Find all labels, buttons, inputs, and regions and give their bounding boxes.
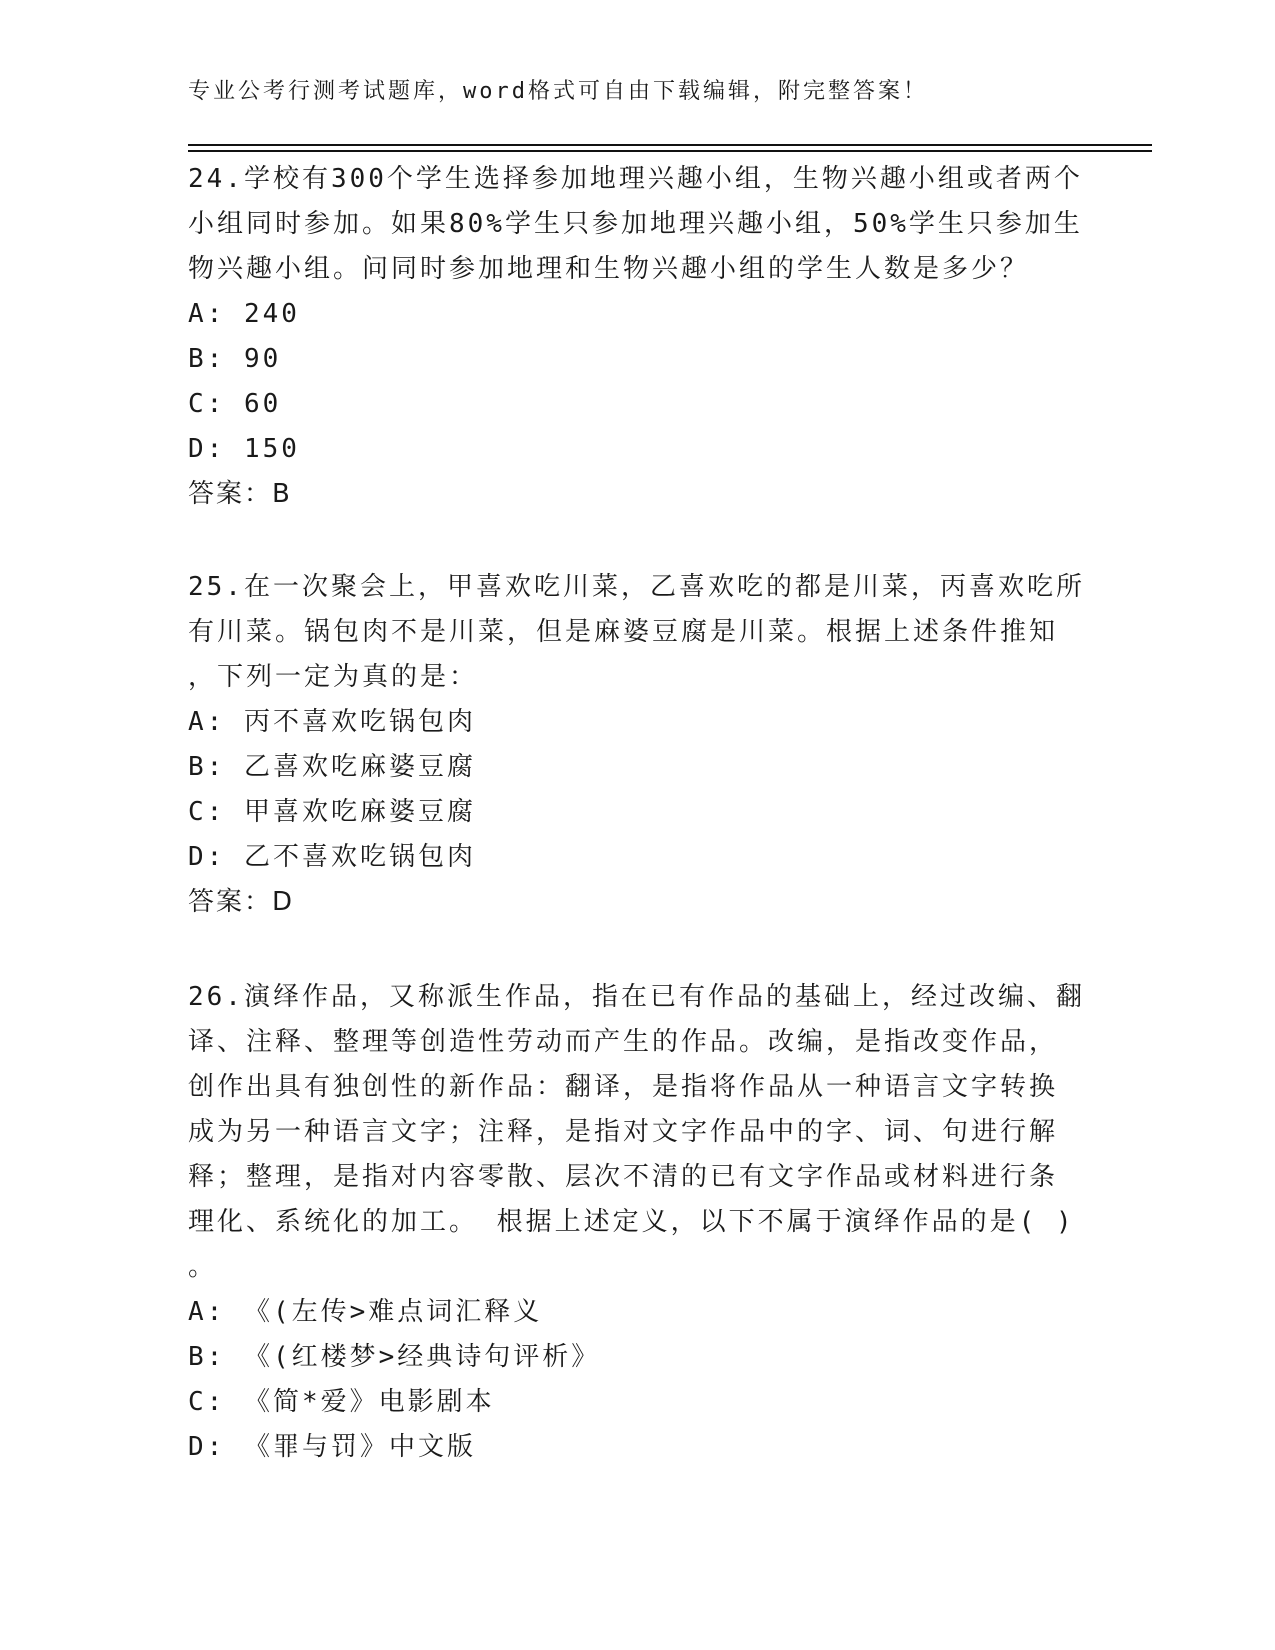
question-26-option-c: C: 《简*爱》电影剧本 xyxy=(188,1387,495,1417)
question-24-option-d: D: 150 xyxy=(188,434,300,464)
question-26-line-4: 成为另一种语言文字；注释，是指对文字作品中的字、词、句进行解 xyxy=(188,1117,1059,1147)
question-26-line-7: 。 xyxy=(188,1252,218,1282)
question-26-line-2: 译、注释、整理等创造性劳动而产生的作品。改编，是指改变作品， xyxy=(188,1027,1059,1057)
question-25 xyxy=(188,565,1088,925)
header-rule-top xyxy=(188,144,1152,146)
question-26-line-1: 26.演绎作品，又称派生作品，指在已有作品的基础上，经过改编、翻 xyxy=(188,982,1085,1012)
question-26 xyxy=(188,975,1088,1470)
question-26-line-6: 理化、系统化的加工。 根据上述定义，以下不属于演绎作品的是( ) xyxy=(188,1207,1075,1237)
question-24-line-2: 小组同时参加。如果80%学生只参加地理兴趣小组，50%学生只参加生 xyxy=(188,209,1083,239)
question-25-option-c: C: 甲喜欢吃麻婆豆腐 xyxy=(188,797,476,827)
question-26-line-5: 释；整理，是指对内容零散、层次不清的已有文字作品或材料进行条 xyxy=(188,1162,1059,1192)
question-24-answer: 答案：B xyxy=(188,479,292,509)
question-24-option-a: A: 240 xyxy=(188,299,300,329)
question-25-line-1: 25.在一次聚会上，甲喜欢吃川菜，乙喜欢吃的都是川菜，丙喜欢吃所 xyxy=(188,572,1085,602)
question-26-option-b: B: 《(红楼梦>经典诗句评析》 xyxy=(188,1342,601,1372)
question-24-option-b: B: 90 xyxy=(188,344,282,374)
question-25-answer: 答案：D xyxy=(188,887,295,917)
question-26-option-d: D: 《罪与罚》中文版 xyxy=(188,1432,476,1462)
question-24-line-3: 物兴趣小组。问同时参加地理和生物兴趣小组的学生人数是多少？ xyxy=(188,254,1030,284)
question-25-option-a: A: 丙不喜欢吃锅包肉 xyxy=(188,707,476,737)
question-25-line-2: 有川菜。锅包肉不是川菜，但是麻婆豆腐是川菜。根据上述条件推知 xyxy=(188,617,1059,647)
question-24-line-1: 24.学校有300个学生选择参加地理兴趣小组，生物兴趣小组或者两个 xyxy=(188,164,1083,194)
question-24-option-c: C: 60 xyxy=(188,389,282,419)
question-25-option-d: D: 乙不喜欢吃锅包肉 xyxy=(188,842,476,872)
question-25-option-b: B: 乙喜欢吃麻婆豆腐 xyxy=(188,752,476,782)
question-24 xyxy=(188,157,1088,517)
question-26-line-3: 创作出具有独创性的新作品：翻译，是指将作品从一种语言文字转换 xyxy=(188,1072,1059,1102)
question-26-option-a: A: 《(左传>难点词汇释义 xyxy=(188,1297,543,1327)
question-25-line-3: ，下列一定为真的是： xyxy=(188,662,479,692)
page-header: 专业公考行测考试题库，word格式可自由下载编辑，附完整答案！ xyxy=(188,79,928,104)
header-rule-bottom xyxy=(188,150,1152,152)
